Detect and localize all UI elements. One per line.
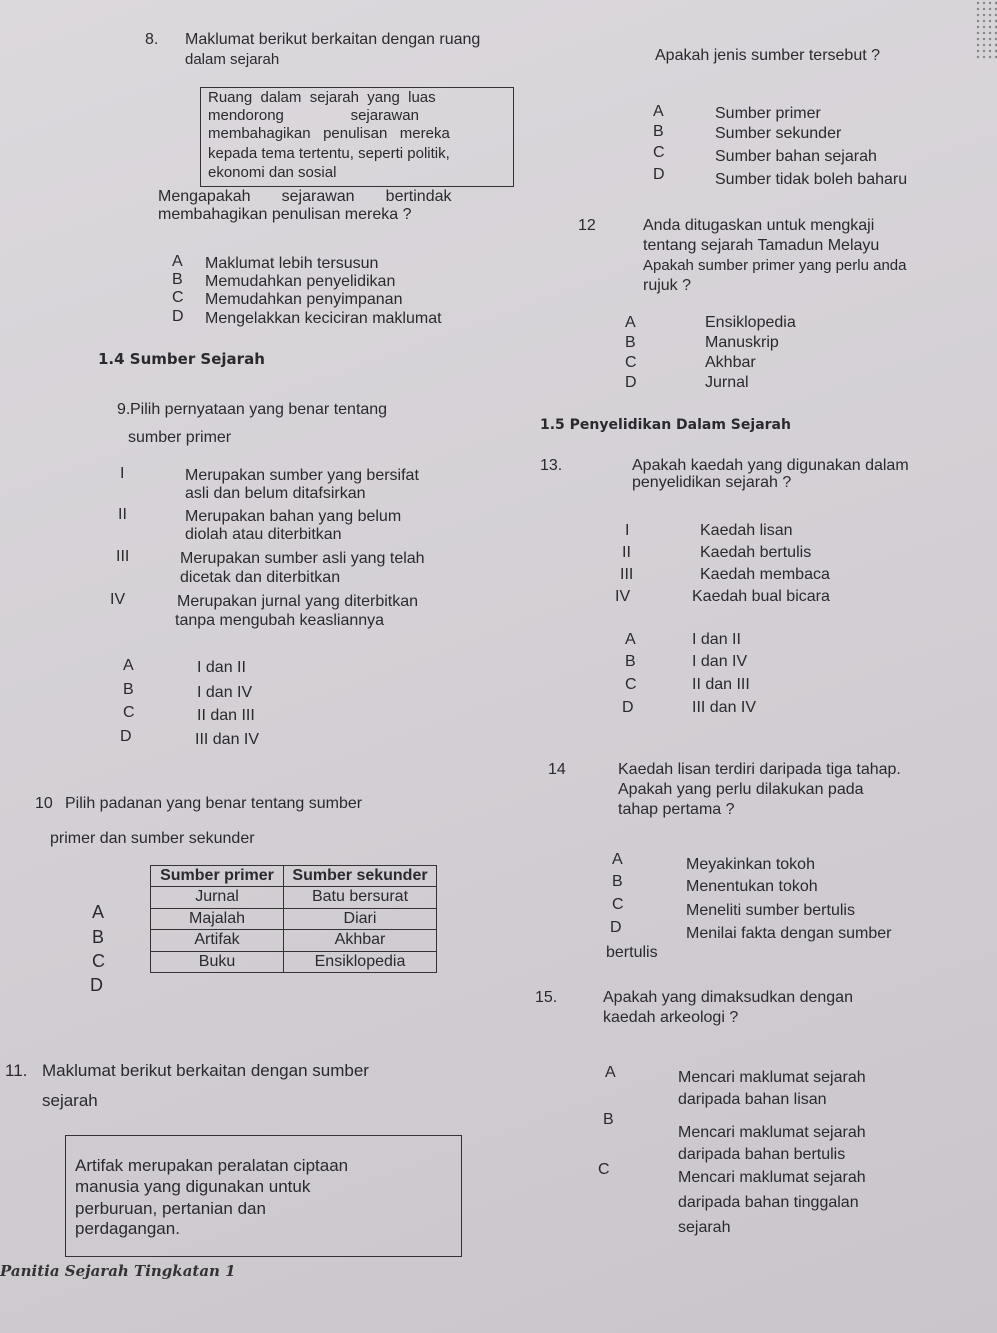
option-text: bertulis [606, 944, 658, 961]
option-letter: C [612, 896, 624, 913]
q13-number: 13. [540, 457, 563, 474]
option-text: sejarah [678, 1219, 731, 1236]
footer-signature: Panitia Sejarah Tingkatan 1 [0, 1262, 236, 1280]
statement-text: Kaedah bual bicara [692, 588, 830, 605]
option-text: I dan II [692, 631, 741, 648]
option-letter: A [625, 314, 636, 331]
option-text: I dan IV [197, 684, 253, 701]
option-letter: D [90, 975, 103, 995]
option-text: Mencari maklumat sejarah [678, 1069, 866, 1086]
statement-text: Kaedah bertulis [700, 544, 812, 561]
roman-numeral: IV [615, 588, 631, 605]
option-letter: B [172, 271, 183, 288]
statement-text: tanpa mengubah keasliannya [175, 612, 385, 629]
q12-text: rujuk ? [643, 277, 692, 294]
table-cell: Akhbar [284, 930, 437, 951]
option-letter: B [92, 927, 105, 947]
option-text: Manuskrip [705, 334, 779, 351]
statement-text: dicetak dan diterbitkan [180, 569, 341, 586]
source-matching-table [150, 865, 437, 973]
option-text: Meyakinkan tokoh [686, 856, 815, 873]
option-text: III dan IV [195, 731, 260, 748]
table-row [151, 930, 437, 951]
statement-text: asli dan belum ditafsirkan [185, 485, 366, 502]
option-letter: C [653, 144, 665, 161]
statement-text: Merupakan bahan yang belum [185, 508, 402, 525]
q10-text: primer dan sumber sekunder [50, 830, 255, 847]
q9-text: sumber primer [128, 429, 232, 446]
option-letter: A [653, 103, 664, 120]
statement-text: Merupakan sumber asli yang telah [180, 550, 425, 567]
option-letter: D [622, 699, 634, 716]
q11-number: 11. [5, 1061, 28, 1080]
table-row [151, 887, 437, 908]
option-letter: A [605, 1064, 616, 1081]
option-text: Memudahkan penyimpanan [205, 291, 403, 308]
option-letter: A [92, 902, 105, 922]
option-text: Menentukan tokoh [686, 878, 818, 895]
option-text: Mencari maklumat sejarah [678, 1124, 866, 1141]
roman-numeral: I [625, 522, 630, 539]
option-letter: C [172, 289, 184, 306]
q10-text: Pilih padanan yang benar tentang sumber [65, 795, 363, 812]
q11-text: sejarah [42, 1091, 98, 1110]
option-text: II dan III [692, 676, 750, 693]
option-letter: D [625, 374, 637, 391]
excerpt-line: Artifak merupakan peralatan ciptaan [75, 1156, 349, 1175]
option-letter: C [598, 1161, 610, 1178]
table-cell: Artifak [151, 930, 284, 951]
q14-text: Kaedah lisan terdiri daripada tiga tahap. [618, 761, 901, 778]
option-text: Akhbar [705, 354, 756, 371]
q12-text: Apakah sumber primer yang perlu anda [643, 257, 907, 274]
excerpt-line: manusia yang digunakan untuk [75, 1177, 311, 1196]
roman-numeral: I [120, 465, 125, 482]
roman-numeral: II [622, 544, 631, 561]
table-cell: Diari [284, 908, 437, 929]
q8-followup: Apakah jenis sumber tersebut ? [655, 47, 881, 64]
table-cell: Ensiklopedia [284, 951, 437, 972]
table-row [151, 908, 437, 929]
option-text: Ensiklopedia [705, 314, 796, 331]
q13-text: penyelidikan sejarah ? [632, 474, 792, 491]
option-text: daripada bahan bertulis [678, 1146, 846, 1163]
table-cell: Majalah [151, 908, 284, 929]
table-cell: Buku [151, 951, 284, 972]
option-letter: B [625, 653, 636, 670]
table-row [151, 951, 437, 972]
option-letter: C [625, 676, 637, 693]
option-text: Maklumat lebih tersusun [205, 255, 379, 272]
option-letter: B [123, 681, 134, 698]
q10-number: 10 [35, 795, 53, 812]
option-text: Sumber bahan sejarah [715, 148, 877, 165]
excerpt-line: ekonomi dan sosial [208, 164, 337, 181]
q12-number: 12 [578, 217, 596, 234]
statement-text: diolah atau diterbitkan [185, 526, 342, 543]
q14-text: Apakah yang perlu dilakukan pada [618, 781, 864, 798]
q8-text: Maklumat berikut berkaitan dengan ruang [185, 31, 481, 48]
excerpt-line: mendorong sejarawan [208, 107, 419, 124]
q11-text: Maklumat berikut berkaitan dengan sumber [42, 1061, 369, 1080]
option-text: I dan II [197, 659, 246, 676]
option-letter: D [653, 166, 665, 183]
q8-question: Mengapakah sejarawan bertindak [158, 188, 452, 205]
option-letter: B [612, 873, 623, 890]
q8-number: 8. [145, 31, 159, 48]
option-letter: D [120, 728, 132, 745]
option-text: Mengelakkan keciciran maklumat [205, 310, 442, 327]
option-text: daripada bahan tinggalan [678, 1194, 859, 1211]
option-text: Sumber tidak boleh baharu [715, 171, 908, 188]
table-header: Sumber sekunder [284, 866, 437, 887]
option-text: Memudahkan penyelidikan [205, 273, 396, 290]
q12-text: Anda ditugaskan untuk mengkaji [643, 217, 875, 234]
roman-numeral: IV [110, 591, 126, 608]
excerpt-line: kepada tema tertentu, seperti politik, [208, 145, 450, 162]
option-text: Menilai fakta dengan sumber [686, 925, 892, 942]
option-letter: C [625, 354, 637, 371]
q8-question: membahagikan penulisan mereka ? [158, 206, 412, 223]
option-text: III dan IV [692, 699, 757, 716]
option-letter: D [172, 308, 184, 325]
option-text: Meneliti sumber bertulis [686, 902, 855, 919]
table-header: Sumber primer [151, 866, 284, 887]
table-cell: Jurnal [151, 887, 284, 908]
option-letter: A [625, 631, 636, 648]
paper-edge [975, 0, 997, 60]
q11-excerpt-box [65, 1135, 462, 1257]
option-letter: C [123, 704, 135, 721]
q9-number: 9. [117, 401, 131, 418]
excerpt-line: perdagangan. [75, 1219, 180, 1238]
roman-numeral: III [116, 548, 130, 565]
excerpt-line: membahagikan penulisan mereka [208, 125, 450, 142]
statement-text: Kaedah membaca [700, 566, 830, 583]
option-text: Jurnal [705, 374, 749, 391]
q14-number: 14 [548, 761, 566, 778]
option-text: Sumber primer [715, 105, 821, 122]
q13-text: Apakah kaedah yang digunakan dalam [632, 457, 909, 474]
option-letter: B [625, 334, 636, 351]
statement-text: Merupakan sumber yang bersifat [185, 467, 419, 484]
excerpt-line: Ruang dalam sejarah yang luas [208, 89, 436, 106]
excerpt-line: perburuan, pertanian dan [75, 1199, 266, 1218]
statement-text: Kaedah lisan [700, 522, 793, 539]
section-heading: 1.5 Penyelidikan Dalam Sejarah [540, 417, 791, 433]
roman-numeral: II [118, 506, 127, 523]
option-letter: B [653, 123, 664, 140]
q8-text: dalam sejarah [185, 51, 280, 68]
statement-text: Merupakan jurnal yang diterbitkan [177, 593, 419, 610]
option-text: II dan III [197, 707, 255, 724]
table-cell: Batu bersurat [284, 887, 437, 908]
q9-text: Pilih pernyataan yang benar tentang [130, 401, 388, 418]
q15-text: kaedah arkeologi ? [603, 1009, 739, 1026]
option-letter: D [610, 919, 622, 936]
option-letter: A [172, 253, 183, 270]
q12-text: tentang sejarah Tamadun Melayu [643, 237, 880, 254]
section-heading: 1.4 Sumber Sejarah [98, 350, 265, 368]
option-letter: A [123, 657, 134, 674]
q15-text: Apakah yang dimaksudkan dengan [603, 989, 853, 1006]
option-text: Mencari maklumat sejarah [678, 1169, 866, 1186]
option-text: Sumber sekunder [715, 125, 842, 142]
roman-numeral: III [620, 566, 634, 583]
option-text: I dan IV [692, 653, 748, 670]
option-letter: B [603, 1111, 614, 1128]
q14-text: tahap pertama ? [618, 801, 735, 818]
option-letter: C [92, 951, 105, 971]
option-text: daripada bahan lisan [678, 1091, 827, 1108]
option-letter: A [612, 851, 623, 868]
q15-number: 15. [535, 989, 558, 1006]
